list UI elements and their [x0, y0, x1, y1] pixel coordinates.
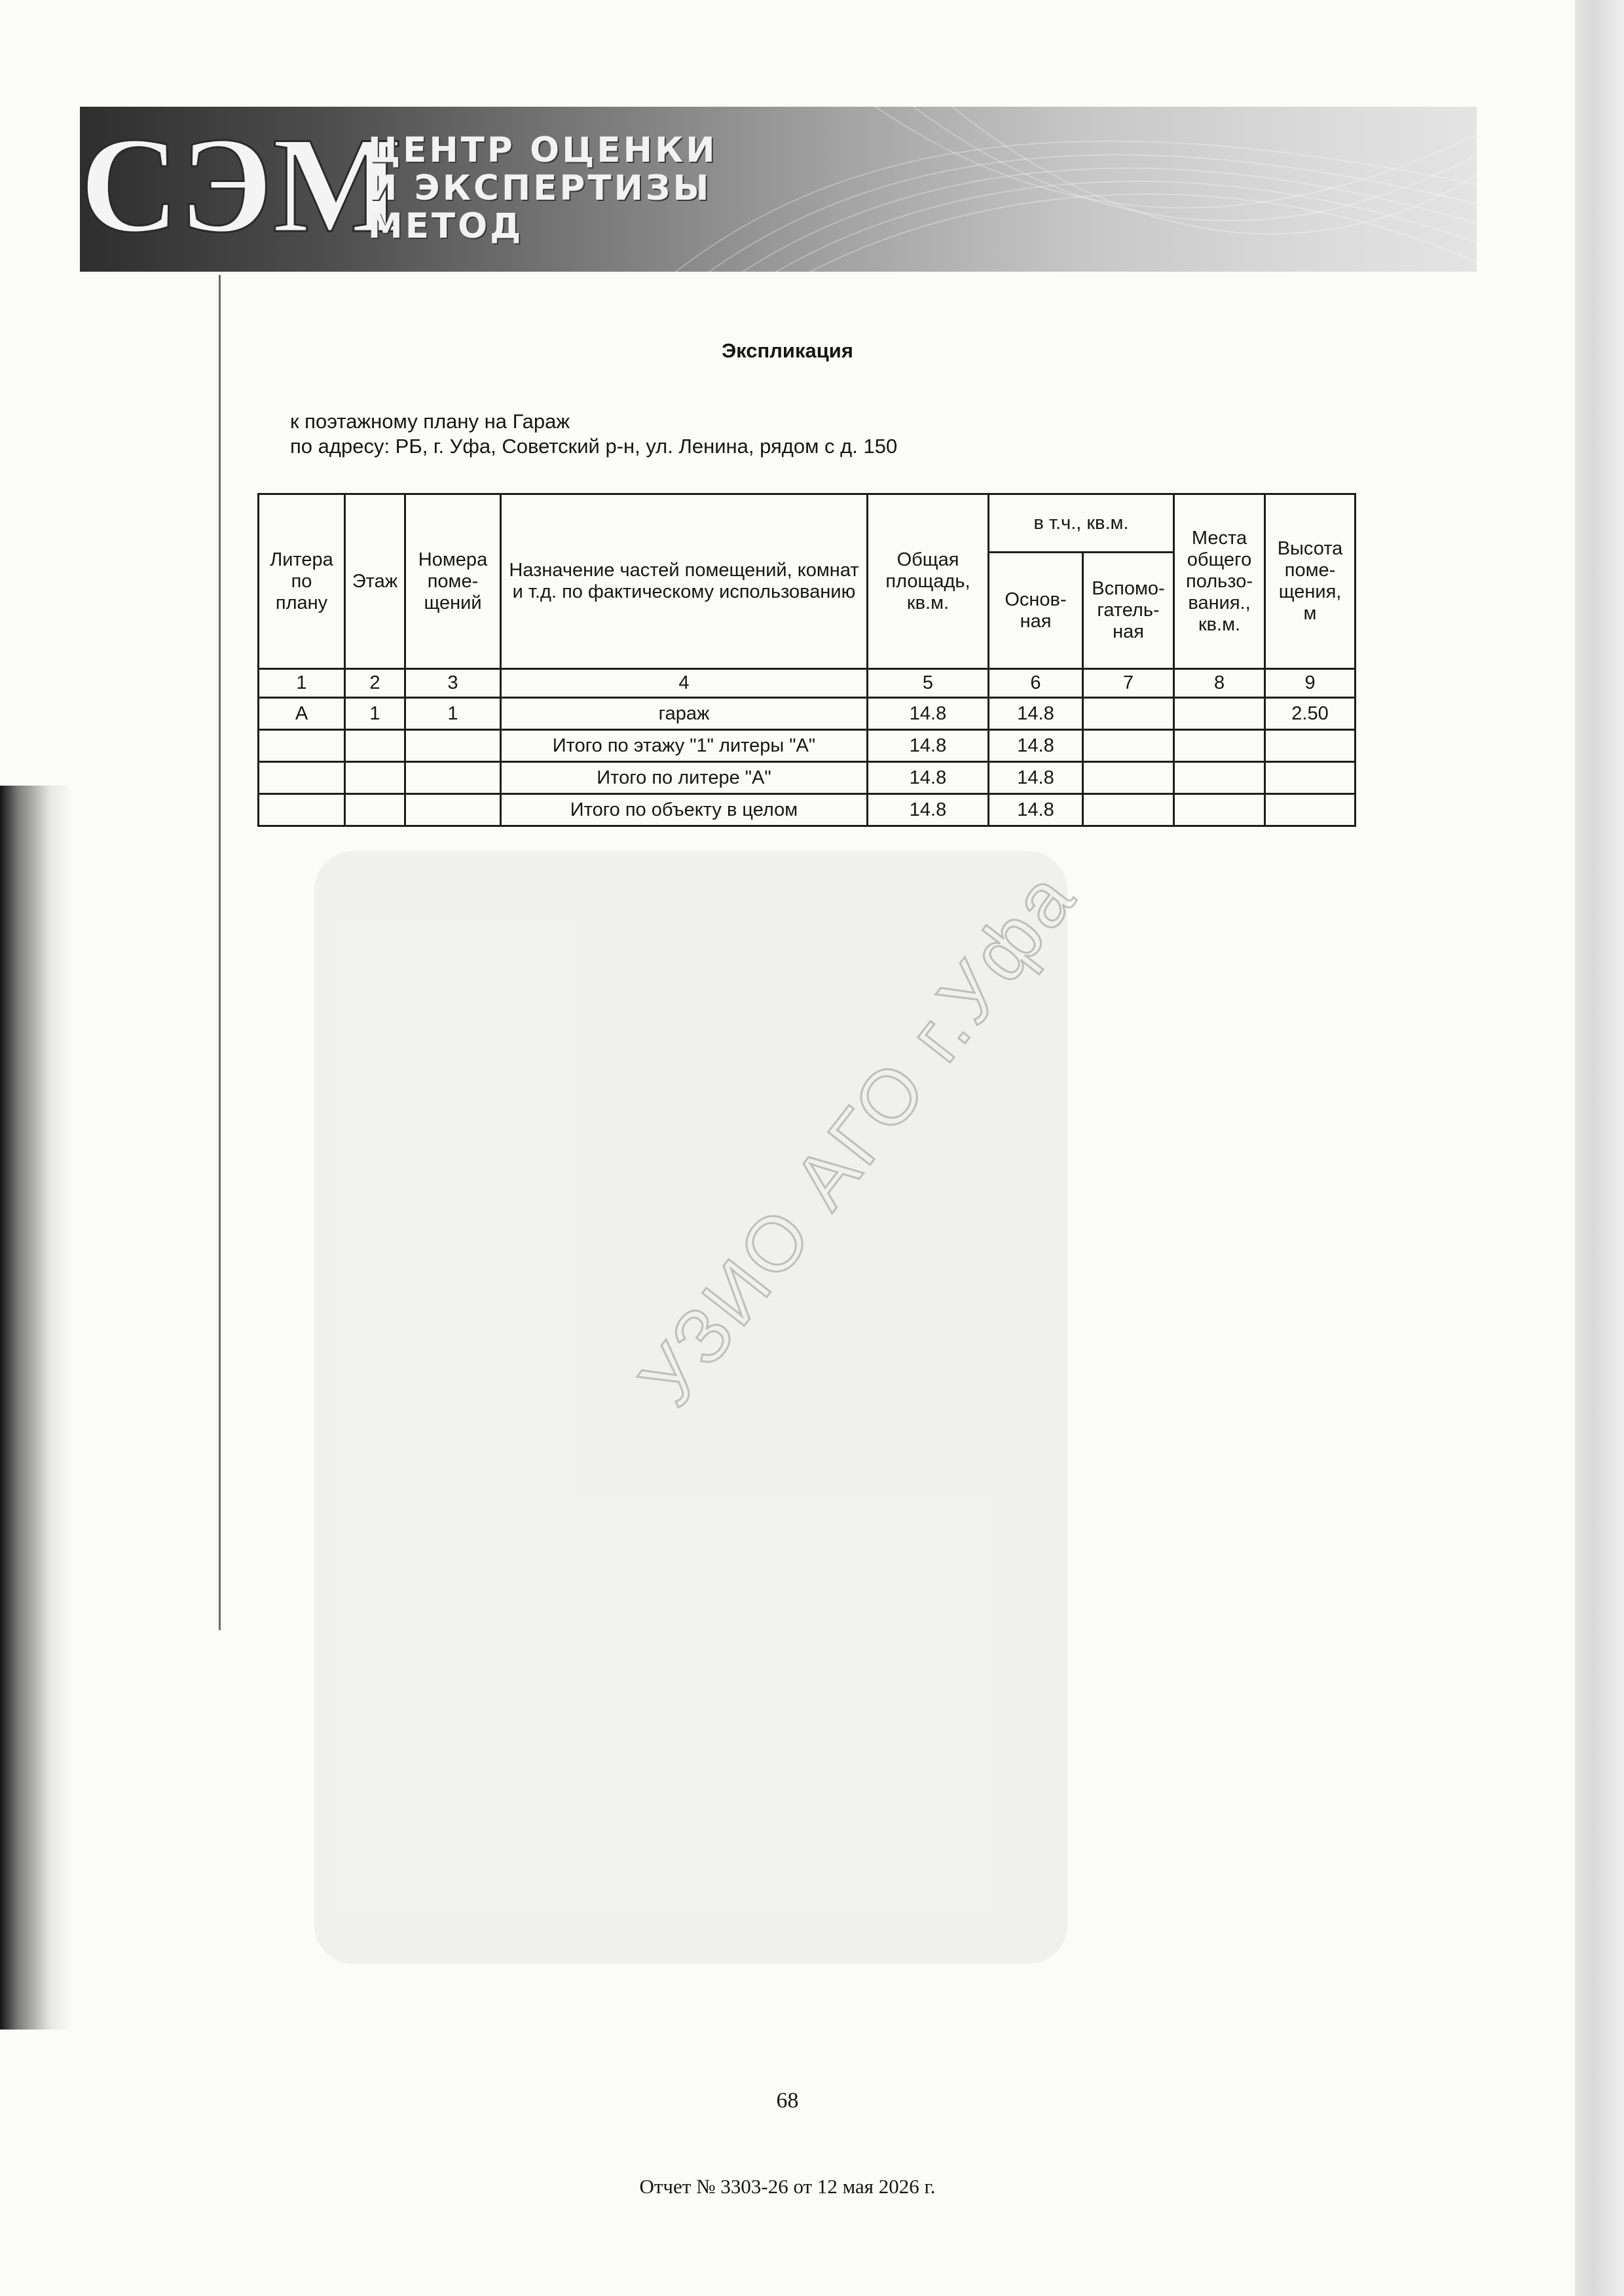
column-number: 1: [259, 669, 345, 698]
cell-vspom: [1083, 762, 1174, 794]
cell-litera: А: [259, 698, 345, 730]
cell-osnovnaya: 14.8: [989, 794, 1083, 826]
cell-litera: [259, 762, 345, 794]
header-vspomogatelnaya: Вспомо-гатель-ная: [1083, 553, 1174, 669]
cell-litera: [259, 730, 345, 762]
header-obshchaya: Общая площадь, кв.м.: [868, 494, 989, 669]
cell-osnovnaya: 14.8: [989, 730, 1083, 762]
table-row: [259, 730, 1356, 762]
header-vysota: Высота поме-щения, м: [1265, 494, 1356, 669]
cell-naznachenie: Итого по объекту в целом: [501, 794, 868, 826]
cell-vysota: [1265, 762, 1356, 794]
cell-nomer: [405, 794, 501, 826]
company-logo-icon: [80, 107, 403, 261]
cell-obshchaya: 14.8: [868, 730, 989, 762]
header-osnovnaya: Основ-ная: [989, 553, 1083, 669]
scan-left-shadow: [0, 786, 72, 2030]
cell-mesta: [1174, 698, 1265, 730]
cell-obshchaya: 14.8: [868, 762, 989, 794]
cell-nomer: [405, 762, 501, 794]
company-banner: [80, 107, 1477, 272]
company-name: [368, 132, 718, 246]
cell-etazh: [345, 762, 405, 794]
cell-osnovnaya: 14.8: [989, 698, 1083, 730]
header-naznachenie: Назначение частей помещений, комнат и т.д. по фактическому использованию: [501, 494, 868, 669]
cell-nomer: [405, 730, 501, 762]
cell-obshchaya: 14.8: [868, 698, 989, 730]
company-name-line-1: ЦЕНТР ОЦЕНКИ: [368, 130, 718, 170]
report-footer: Отчет № 3303-26 от 12 мая 2026 г.: [639, 2175, 936, 2198]
column-number: 3: [405, 669, 501, 698]
table-row: [259, 698, 1356, 730]
cell-mesta: [1174, 794, 1265, 826]
cell-osnovnaya: 14.8: [989, 762, 1083, 794]
cell-vysota: [1265, 730, 1356, 762]
scan-right-edge: [1575, 0, 1624, 2296]
cell-vspom: [1083, 794, 1174, 826]
column-number: 4: [501, 669, 868, 698]
watermark-stamp: УЗИО АГО г.Уфа: [623, 854, 1093, 1422]
table-row: [259, 762, 1356, 794]
logo-letters: СЭМ: [80, 109, 403, 261]
column-number: 7: [1083, 669, 1174, 698]
document-title: Экспликация: [722, 339, 853, 362]
header-nomera: Номера поме-щений: [405, 494, 501, 669]
column-number: 5: [868, 669, 989, 698]
header-v-tch: в т.ч., кв.м.: [989, 494, 1174, 553]
cell-mesta: [1174, 762, 1265, 794]
company-name-line-2: И ЭКСПЕРТИЗЫ: [368, 168, 712, 208]
header-litera: Литера по плану: [259, 494, 345, 669]
column-number: 6: [989, 669, 1083, 698]
cell-vspom: [1083, 730, 1174, 762]
cell-naznachenie: Итого по литере "А": [501, 762, 868, 794]
column-number: 9: [1265, 669, 1356, 698]
header-mesta: Места общего пользо-вания., кв.м.: [1174, 494, 1265, 669]
subtitle-object: к поэтажному плану на Гараж: [290, 410, 570, 433]
column-number: 8: [1174, 669, 1265, 698]
cell-nomer: 1: [405, 698, 501, 730]
header-etazh: Этаж: [345, 494, 405, 669]
cell-etazh: 1: [345, 698, 405, 730]
explication-table: [257, 493, 1356, 827]
column-number: 2: [345, 669, 405, 698]
cell-etazh: [345, 730, 405, 762]
cell-etazh: [345, 794, 405, 826]
company-name-line-3: МЕТОД: [368, 206, 524, 246]
cell-naznachenie: гараж: [501, 698, 868, 730]
cell-litera: [259, 794, 345, 826]
cell-vspom: [1083, 698, 1174, 730]
column-number-row: [259, 669, 1356, 698]
cell-mesta: [1174, 730, 1265, 762]
cell-naznachenie: Итого по этажу "1" литеры "А": [501, 730, 868, 762]
cell-vysota: 2.50: [1265, 698, 1356, 730]
margin-line: [219, 275, 221, 1630]
subtitle-address: по адресу: РБ, г. Уфа, Советский р-н, ул. Ленина, рядом с д. 150: [290, 435, 898, 458]
page-number: 68: [776, 2088, 799, 2113]
table-row: [259, 794, 1356, 826]
cell-vysota: [1265, 794, 1356, 826]
cell-obshchaya: 14.8: [868, 794, 989, 826]
